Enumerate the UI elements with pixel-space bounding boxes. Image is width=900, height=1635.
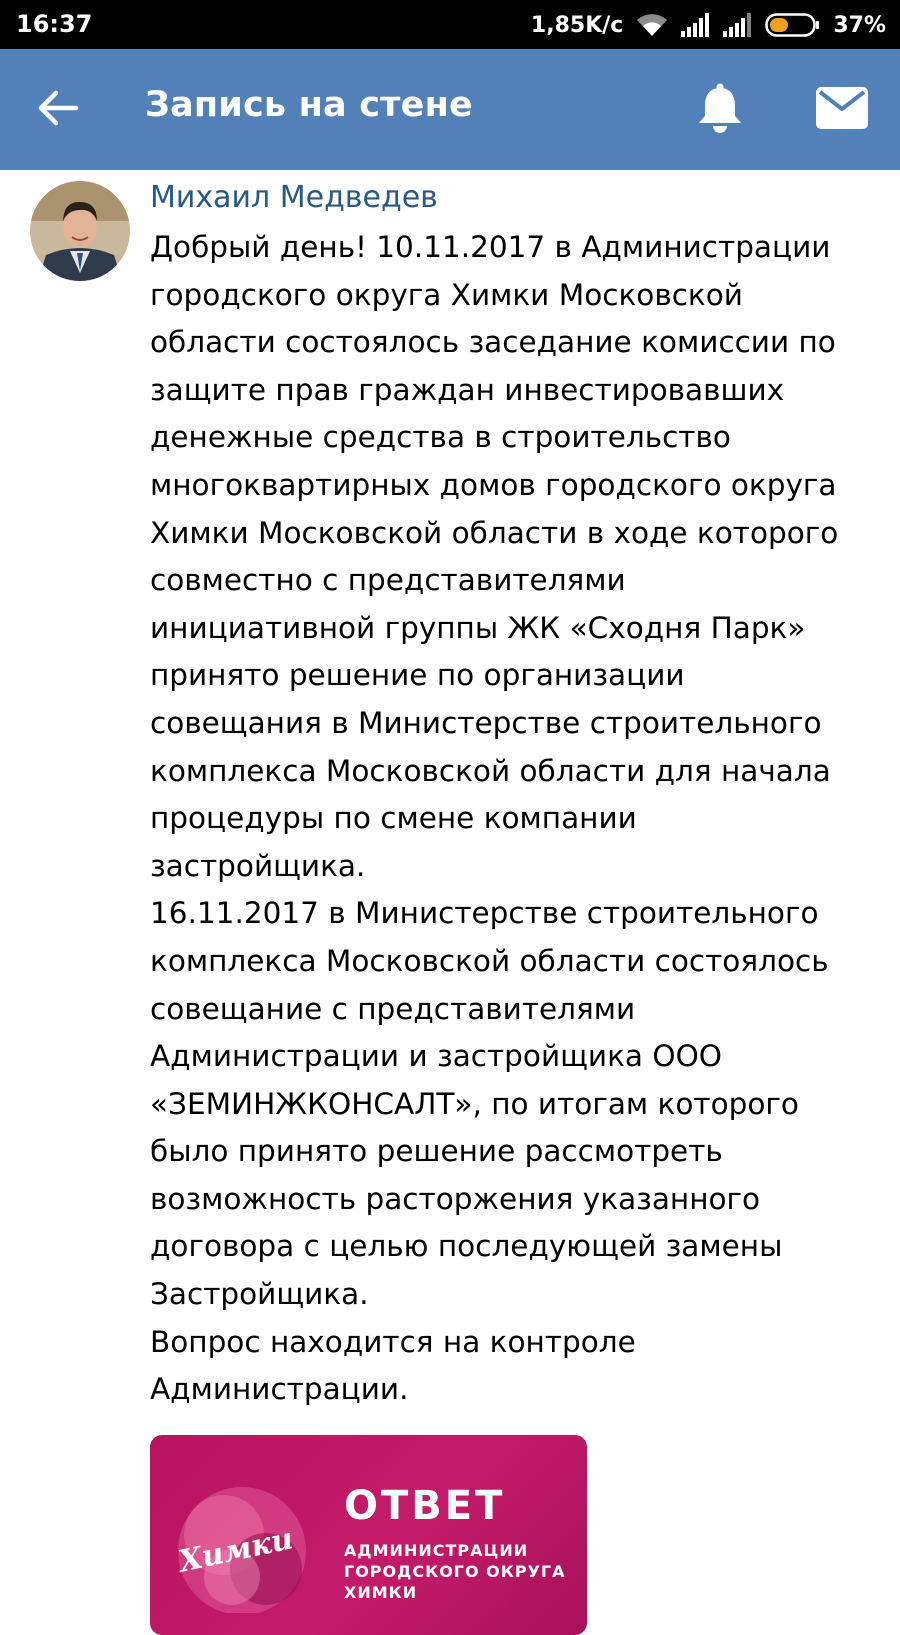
avatar[interactable] <box>30 181 130 281</box>
mail-icon <box>816 87 868 129</box>
status-indicators <box>531 8 886 42</box>
battery-level: 37% <box>833 12 886 38</box>
network-speed: 1,85K/c <box>530 12 624 38</box>
back-button[interactable] <box>30 83 86 133</box>
bell-icon <box>696 82 744 134</box>
author-name[interactable]: Михаил Медведев <box>150 180 438 215</box>
wifi-icon <box>635 12 669 38</box>
status-time: 16:37 <box>16 10 93 38</box>
messages-button[interactable] <box>810 79 874 137</box>
logo-text: Химки <box>175 1521 297 1580</box>
card-subtitle: АДМИНИСТРАЦИИ ГОРОДСКОГО ОКРУГА ХИМКИ <box>344 1541 566 1602</box>
post-text: Добрый день! 10.11.2017 в Администрации городского округа Химки Московской области состоялось заседание комиссии по защите прав граждан инвестировавших денежные средства в строительство многоквартирных домов городского округа Химки Московской области в ходе которого совместно с представителями инициативной группы ЖК «Сходня Парк» принято решение по организации совещания в Министерстве строительного комплекса Московской области для начала процедуры по смене компании застройщика. 16.11.2017 в Министерстве строительного комплекса Московской области состоялось совещание с представителями Администрации и застройщика ООО «ЗЕМИНЖКОНСАЛТ», по итогам которого было принято решение рассмотреть возможность расторжения указанного договора с целью последующей замены Застройщика. Вопрос находится на контроле Администрации. <box>150 230 839 1407</box>
signal-icon <box>723 13 753 37</box>
notifications-button[interactable] <box>690 79 750 137</box>
signal-icon <box>681 13 711 37</box>
page-title: Запись на стене <box>145 85 473 125</box>
attachment-image[interactable] <box>150 1435 587 1635</box>
battery-icon <box>765 12 821 38</box>
status-bar <box>0 0 900 49</box>
app-header <box>0 49 900 170</box>
card-title: ОТВЕТ <box>344 1483 506 1529</box>
arrow-left-icon <box>36 88 80 128</box>
